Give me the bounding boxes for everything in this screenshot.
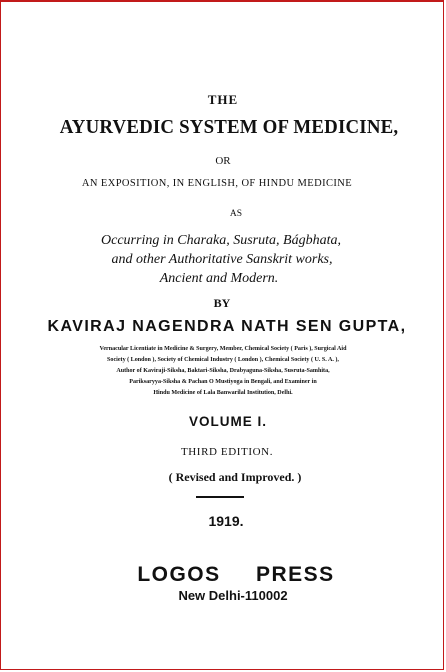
publisher-city: New Delhi-110002 (178, 588, 288, 603)
author-credentials-line: Hindu Medicine of Lala Banwarilal Institution, Delhi. (153, 389, 293, 396)
sources-line-3: Ancient and Modern. (159, 271, 279, 286)
or-text: OR (215, 155, 231, 167)
as-text: AS (229, 209, 243, 219)
by-text: BY (213, 296, 231, 310)
author-credentials-line: Author of Kaviraji-Siksha, Baktari-Siksha, Drabyaguna-Siksha, Susruta-Samhita, (116, 367, 330, 374)
publisher-name: LOGOS PRESS (137, 563, 335, 586)
author-credentials-line: Pariksaryya-Siksha & Pachan O Mustiyoga in Bengali, and Examiner in (129, 378, 317, 385)
author-credentials-line: Society ( London ), Society of Chemical Industry ( London ), Chemical Society ( U. S. A. ), (107, 356, 339, 363)
publication-year: 1919. (208, 513, 244, 529)
edition-label: THIRD EDITION. (180, 446, 274, 458)
author-name: KAVIRAJ NAGENDRA NATH SEN GUPTA, (47, 318, 407, 335)
book-title: AYURVEDIC SYSTEM OF MEDICINE, (59, 116, 399, 138)
author-credentials-line: Vernacular Licentiate in Medicine & Surgery, Member, Chemical Society ( Paris ), Surgical Aid (99, 345, 347, 352)
divider-rule (196, 496, 244, 498)
revision-note: ( Revised and Improved. ) (168, 470, 302, 484)
sources-line-2: and other Authoritative Sanskrit works, (111, 252, 333, 267)
exposition-subtitle: AN EXPOSITION, IN ENGLISH, OF HINDU MEDICINE (81, 178, 353, 189)
volume-label: VOLUME I. (188, 414, 267, 429)
sources-line-1: Occurring in Charaka, Susruta, Bágbhata, (101, 233, 341, 248)
article-the: THE (207, 92, 239, 107)
